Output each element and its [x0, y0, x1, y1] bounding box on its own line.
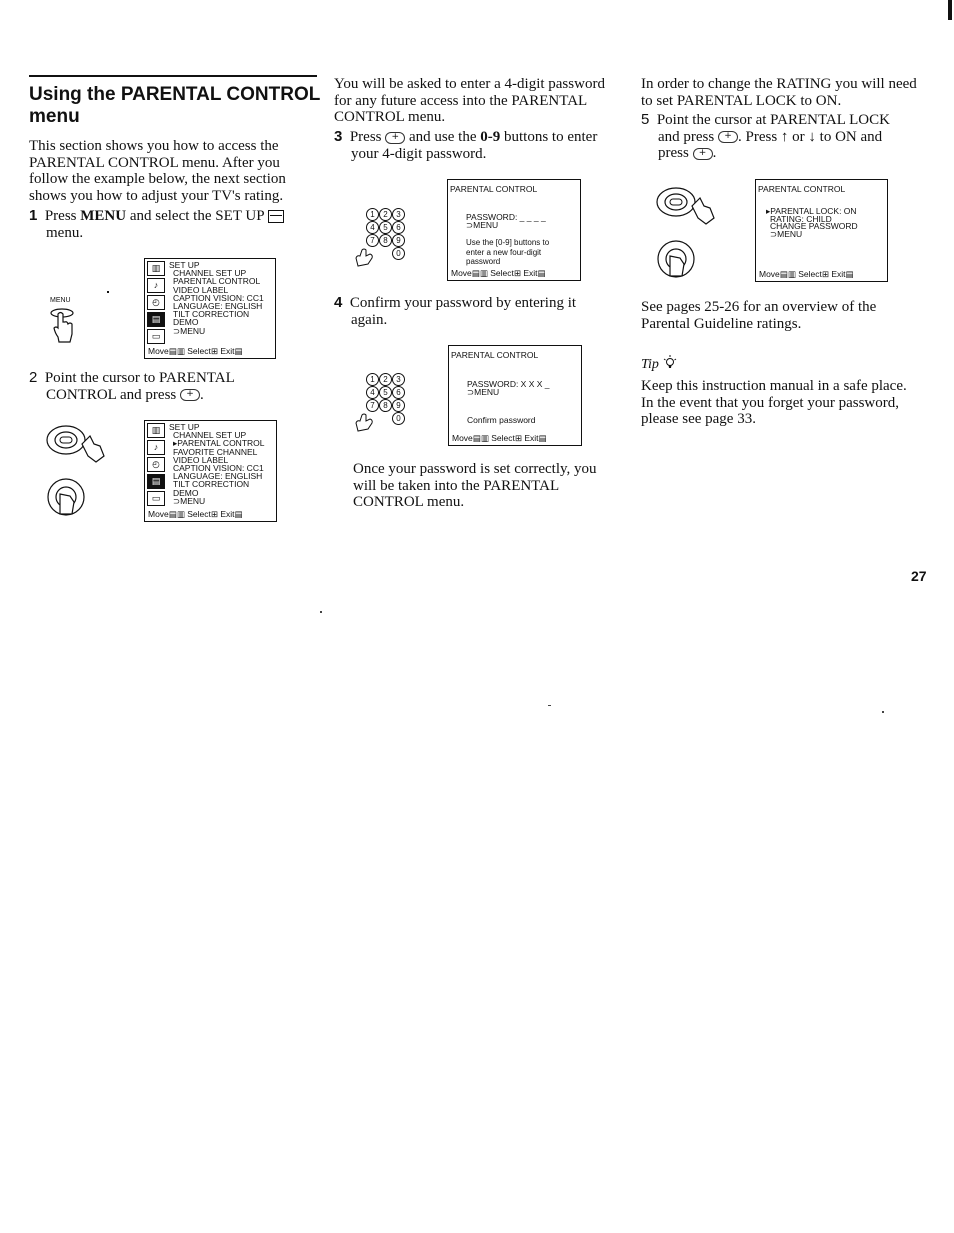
step4-number: 4	[334, 294, 343, 311]
video-icon: ▭	[147, 329, 165, 344]
corner-mark	[948, 0, 952, 20]
step2-number: 2	[29, 369, 38, 386]
keypad-digit: 0	[392, 247, 405, 260]
osd3-password: PASSWORD: _ _ _ _	[466, 212, 546, 222]
select-button-icon: +	[693, 148, 713, 160]
keypad-digit: 6	[392, 386, 405, 399]
left-intro: This section shows you how to access the PARENTAL CONTROL menu. After you follow the example below, the next section shows you how to adjust your TV's rating.	[29, 138, 286, 204]
step1-line2: menu.	[46, 224, 84, 241]
clock-icon: ◴	[147, 457, 165, 472]
step3-pre: Press	[349, 129, 382, 145]
keypad-digit: 1	[366, 373, 379, 386]
osd1-footer: Move▤▥ Select⊞ Exit▤	[148, 346, 243, 356]
step5-line2b: . Press ↑ or ↓ to ON and	[738, 128, 883, 145]
osd-menu-item: ⊃MENU	[173, 325, 206, 336]
keypad-digit: 7	[366, 399, 379, 412]
step3	[334, 129, 624, 162]
osd-menu-item: VIDEO LABEL	[173, 284, 229, 295]
step1-bold: MENU	[80, 208, 127, 224]
step1-post: and select the SET UP	[126, 208, 264, 224]
osd3-footer: Move▤▥ Select⊞ Exit▤	[451, 268, 546, 278]
osd2-footer: Move▤▥ Select⊞ Exit▤	[148, 509, 243, 519]
osd4-menu: ⊃MENU	[467, 387, 500, 397]
middle-intro: You will be asked to enter a 4-digit password for any future access into the PARENTAL CONTROL menu.	[334, 76, 605, 126]
osd4-password: PASSWORD: X X X _	[467, 379, 550, 389]
osd-menu-item: CHANNEL SET UP	[173, 430, 247, 441]
keypad-digit: 5	[379, 386, 392, 399]
tip-label: Tip	[641, 357, 659, 372]
osd-menu-item: PARENTAL CONTROL	[173, 276, 261, 287]
setup-menu-icon: ▤	[147, 312, 165, 327]
lightbulb-icon	[663, 355, 677, 371]
osd-menu-item: ⊃MENU	[770, 228, 803, 239]
step2-line1: Point the cursor to PARENTAL	[44, 370, 235, 386]
keypad-digit: 8	[379, 234, 392, 247]
osd4-footer: Move▤▥ Select⊞ Exit▤	[452, 433, 547, 443]
video-icon: ▭	[147, 491, 165, 506]
osd-menu-item: LANGUAGE: ENGLISH	[173, 471, 263, 482]
osd-menu-item: FAVORITE CHANNEL	[173, 446, 258, 457]
scan-speck	[548, 705, 551, 706]
osd-menu-item: CAPTION VISION: CC1	[173, 292, 264, 303]
keypad-digit: 2	[379, 373, 392, 386]
keypad-icon	[354, 373, 410, 435]
menu-button-label: MENU	[50, 297, 71, 304]
osd-menu-item: TILT CORRECTION	[173, 309, 250, 320]
joystick-icon	[44, 422, 114, 522]
keypad-digit: 4	[366, 221, 379, 234]
keypad-digit: 2	[379, 208, 392, 221]
osd-menu-item: CHANGE PASSWORD	[770, 221, 858, 232]
osd1-icons	[147, 261, 167, 346]
osd-menu-item: LANGUAGE: ENGLISH	[173, 301, 263, 311]
page-number: 27	[911, 568, 927, 584]
step3-bold: 0-9	[480, 129, 501, 145]
select-button-icon: +	[180, 389, 200, 401]
osd3-help: Use the [0-9] buttons to enter a new four-digit password	[466, 238, 550, 266]
step5: 5 Point the cursor at PARENTAL LOCK and press + . Press ↑ or ↓ to ON and press + .	[641, 111, 890, 162]
osd-menu-item: ⊃MENU	[173, 495, 206, 506]
step4-line1: Confirm your password by entering it	[349, 295, 577, 311]
step3-post: buttons to enter	[500, 129, 598, 145]
keypad-digit: 5	[379, 221, 392, 234]
step3-line2: your 4-digit password.	[351, 145, 487, 162]
step2: 2 Point the cursor to PARENTAL CONTROL and press + .	[29, 369, 235, 403]
osd-password-confirm	[448, 345, 582, 446]
osd-setup-menu-2	[144, 420, 277, 522]
step2-line2: CONTROL and press	[46, 386, 177, 403]
keypad-digit: 0	[392, 412, 405, 425]
step4	[334, 295, 624, 328]
osd5-title: PARENTAL CONTROL	[758, 184, 846, 194]
setup-menu-icon: ▤	[147, 474, 165, 489]
osd-menu-item: TILT CORRECTION	[173, 479, 250, 490]
osd-menu-item: VIDEO LABEL	[173, 454, 229, 465]
keypad-icon	[354, 208, 410, 270]
osd3-title: PARENTAL CONTROL	[450, 184, 538, 194]
osd-menu-item: RATING: CHILD	[770, 213, 832, 224]
select-button-icon: +	[718, 131, 738, 143]
tip-heading	[641, 355, 677, 373]
osd-password-entry	[447, 179, 581, 281]
select-button-icon: +	[385, 132, 405, 144]
music-icon: ♪	[147, 278, 165, 293]
title-rule	[29, 75, 317, 77]
keypad-digit: 9	[392, 399, 405, 412]
tv-icon: ▥	[147, 423, 165, 438]
setup-icon	[268, 210, 284, 223]
section-title-line1: Using the PARENTAL CONTROL	[29, 84, 321, 105]
step1	[29, 208, 304, 241]
dot-mark	[107, 291, 109, 293]
step5-line3: press	[658, 145, 689, 162]
scan-speck	[320, 611, 322, 613]
osd-parental-control	[755, 179, 888, 282]
music-icon: ♪	[147, 440, 165, 455]
see-pages-note: See pages 25-26 for an overview of the Parental Guideline ratings.	[641, 299, 877, 332]
scan-speck	[882, 711, 884, 713]
osd-setup-menu-1	[144, 258, 276, 359]
osd2-icons	[147, 423, 167, 508]
right-intro: In order to change the RATING you will need to set PARENTAL LOCK to ON.	[641, 76, 917, 109]
tv-icon: ▥	[147, 261, 165, 276]
keypad-digit: 7	[366, 234, 379, 247]
osd-menu-item: SET UP	[169, 422, 200, 432]
osd5-footer: Move▤▥ Select⊞ Exit▤	[759, 269, 854, 279]
keypad-digit: 6	[392, 221, 405, 234]
keypad-digit: 3	[392, 208, 405, 221]
osd-menu-item: ▸PARENTAL LOCK: ON	[766, 206, 857, 216]
keypad-digit: 4	[366, 386, 379, 399]
osd4-title: PARENTAL CONTROL	[451, 350, 539, 360]
hand-icon	[354, 411, 376, 433]
osd-menu-item: ▸PARENTAL CONTROL	[173, 438, 265, 449]
step4-line2: again.	[351, 311, 388, 328]
osd-menu-item: CHANNEL SET UP	[173, 268, 247, 279]
keypad-digit: 1	[366, 208, 379, 221]
keypad-digit: 3	[392, 373, 405, 386]
osd-menu-item: SET UP	[169, 260, 200, 270]
step1-number: 1	[29, 207, 38, 224]
hand-press-icon	[48, 306, 78, 344]
step5-number: 5	[641, 111, 650, 128]
osd-menu-item: DEMO	[173, 487, 199, 498]
step3-mid: and use the	[405, 129, 481, 145]
tip-text: Keep this instruction manual in a safe place. In the event that you forget your password, please see page 33.	[641, 378, 907, 428]
osd4-help: Confirm password	[467, 415, 536, 425]
middle-outro: Once your password is set correctly, you will be taken into the PARENTAL CONTROL menu.	[353, 461, 597, 511]
clock-icon: ◴	[147, 295, 165, 310]
step1-pre: Press	[44, 208, 81, 224]
keypad-digit: 9	[392, 234, 405, 247]
step3-number: 3	[334, 128, 343, 145]
section-title	[29, 84, 329, 128]
osd-menu-item: CAPTION VISION: CC1	[173, 463, 264, 473]
step5-line1: Point the cursor at PARENTAL LOCK	[656, 112, 890, 128]
section-title-line2: menu	[29, 106, 80, 127]
osd-menu-item: DEMO	[173, 317, 199, 328]
hand-icon	[354, 246, 376, 268]
keypad-digit: 8	[379, 399, 392, 412]
step5-line2a: and press	[658, 128, 715, 145]
joystick-icon	[654, 184, 724, 284]
osd3-menu: ⊃MENU	[466, 220, 499, 230]
